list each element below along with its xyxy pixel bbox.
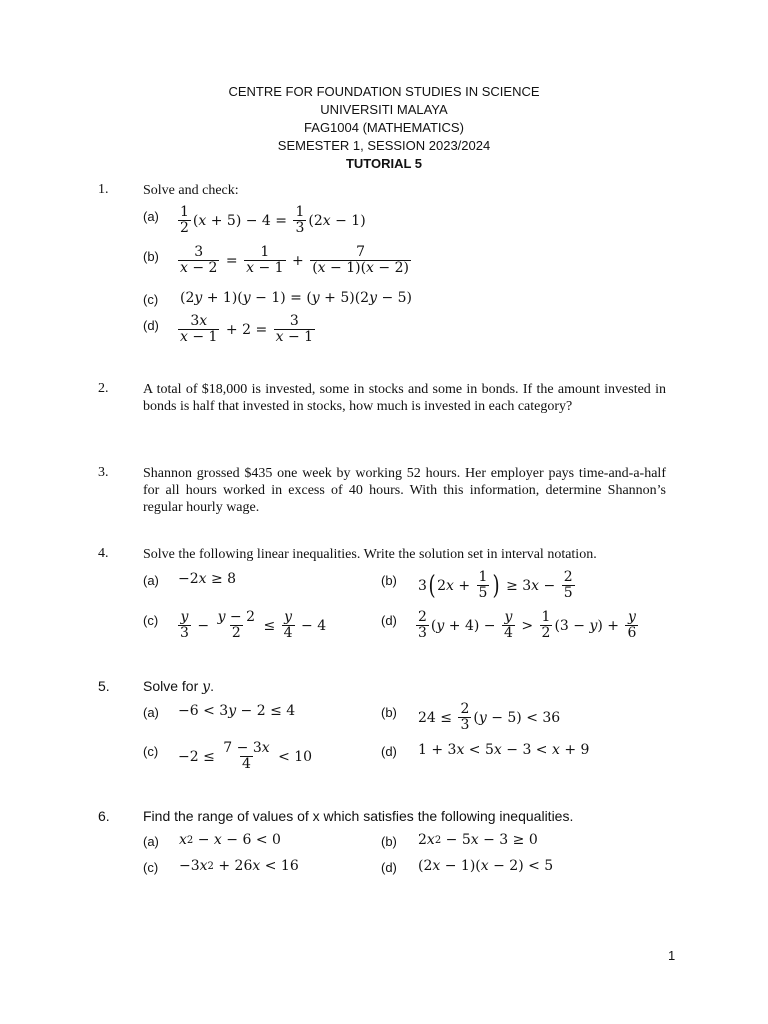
q6b-label: (b) [381,834,397,849]
q1d-label: (d) [143,318,159,333]
q6b-expression: 2 x 2 − 5 x − 3 ≥ 0 [418,832,538,848]
q6c-label: (c) [143,860,159,875]
q1a-expression: 1 2 ( x + 5) − 4 = 1 3 (2 x − 1) [180,204,366,236]
q6d-label: (d) [381,860,397,875]
q5-text [143,678,666,696]
q5b-label: (b) [381,705,397,720]
q5-text-post: . [210,678,214,694]
q6a-expression: x 2 − x − 6 < 0 [179,832,281,848]
q3-text: Shannon grossed $435 one week by working 52 hours. Her employer pays time-and-a-half for all hours worked in excess of 40 hours. With this information, determine Shannon’s regular hourly wage. [143,466,666,515]
q2-text: A total of $18,000 is invested, some in stocks and some in bonds. If the amount invested in bonds is half that invested in stocks, how much is invested in each category? [143,382,666,414]
q4c-label: (c) [143,613,159,628]
q5c-label: (c) [143,744,159,759]
q5d-expression: 1 + 3 x < 5 x − 3 < x + 9 [418,742,590,758]
header-tutorial: TUTORIAL 5 [345,156,423,171]
q4b-expression: 3 ( 2 x + 1 5 ) ≥ 3 x − 2 5 [418,569,573,601]
q4-number: 4. [98,546,109,561]
q5-number: 5. [98,678,110,694]
q1-number: 1. [98,182,109,197]
q4c-expression: y 3 − y − 2 2 ≤ y 4 − 4 [180,609,327,641]
q5d-label: (d) [381,744,397,759]
q1c-expression: (2 y + 1)( y − 1) = ( y + 5)(2 y − 5) [180,290,412,306]
q3-number: 3. [98,465,109,480]
q5-text-pre: Solve for [143,678,203,694]
q5a-label: (a) [143,705,159,720]
header-university: UNIVERSITI MALAYA [320,102,448,117]
q4a-label: (a) [143,573,159,588]
q1d-expression: 3x x − 1 + 2 = 3 x − 1 [180,313,314,345]
header-semester: SEMESTER 1, SESSION 2023/2024 [277,138,491,153]
q4a-expression: −2 x ≥ 8 [178,571,237,587]
header-course: FAG1004 (MATHEMATICS) [304,120,464,135]
q4d-expression: 2 3 ( y + 4) − y 4 > 1 2 (3 − y ) + y 6 [418,609,637,641]
q6-text: Find the range of values of x which satisfies the following inequalities. [143,808,574,824]
q1b-label: (b) [143,249,159,264]
q2-number: 2. [98,381,109,396]
q6-number: 6. [98,808,110,824]
q1a-label: (a) [143,209,159,224]
q5a-expression: −6 < 3 y − 2 ≤ 4 [178,703,296,719]
q5-text-var: y [202,679,211,695]
q1b-expression: 3 x − 2 = 1 x − 1 + 7 (x − 1)(x − 2) [180,244,409,276]
q5c-expression: −2 ≤ 7 − 3x 4 < 10 [178,740,313,772]
page-number: 1 [668,948,676,963]
q4-text: Solve the following linear inequalities. Write the solution set in interval notation. [143,547,597,562]
q6c-expression: −3 x 2 + 26 x < 16 [179,858,299,874]
q5b-expression: 24 ≤ 2 3 ( y − 5) < 36 [418,701,561,733]
q6a-label: (a) [143,834,159,849]
q6d-expression: (2 x − 1)( x − 2) < 5 [418,858,554,874]
header-centre: CENTRE FOR FOUNDATION STUDIES IN SCIENCE [228,84,540,99]
q4b-label: (b) [381,573,397,588]
q1-text: Solve and check: [143,183,239,198]
q1c-label: (c) [143,292,159,307]
q4d-label: (d) [381,613,397,628]
